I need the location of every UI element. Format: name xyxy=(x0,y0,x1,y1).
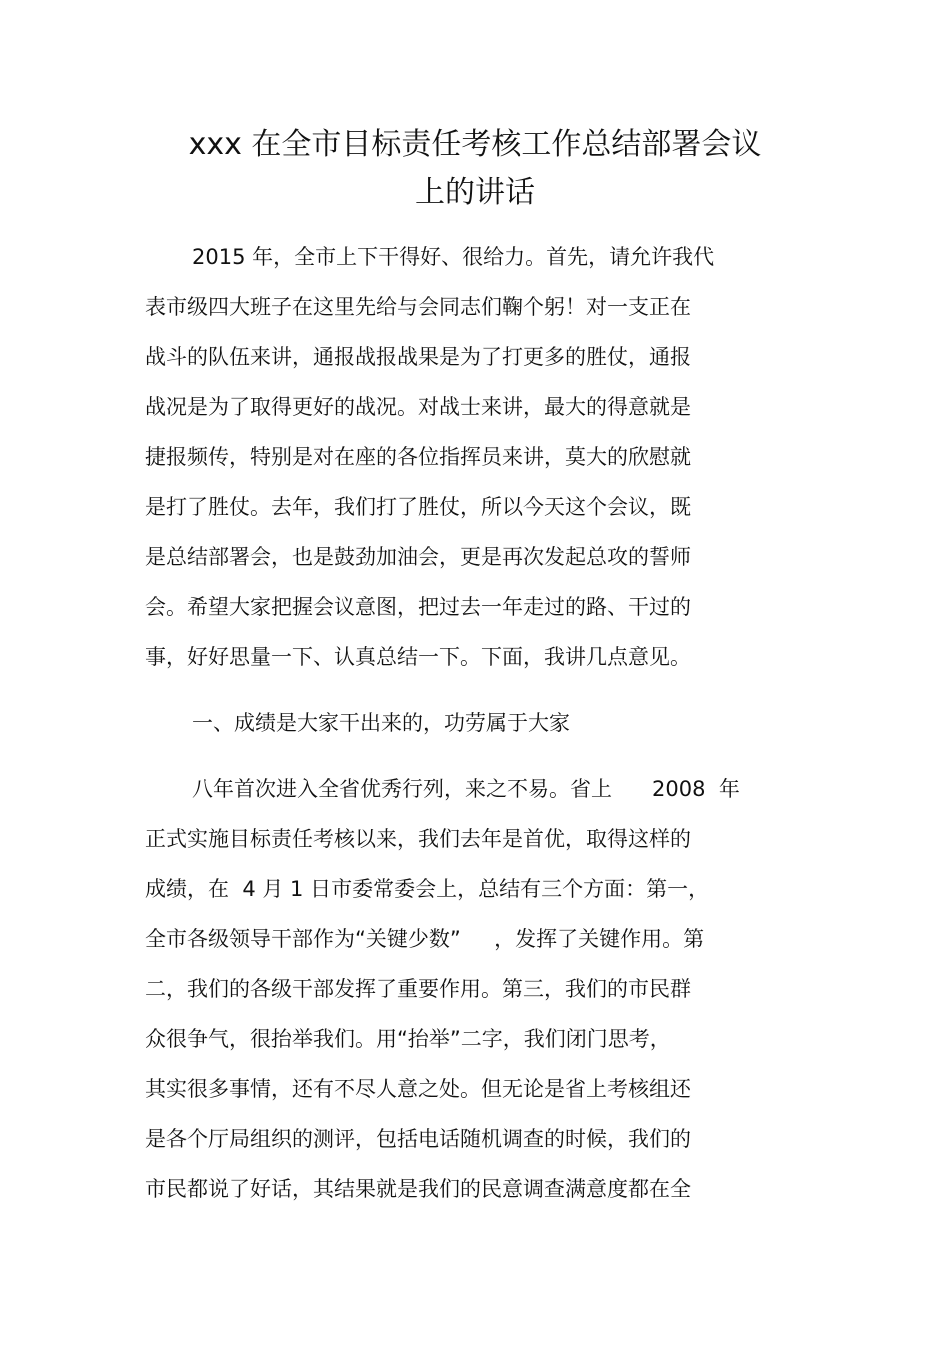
paragraph-2-line-7: 其实很多事情，还有不尽人意之处。但无论是省上考核组还 xyxy=(145,1077,691,1101)
paragraph-1-line-4: 战况是为了取得更好的战况。对战士来讲，最大的得意就是 xyxy=(145,395,691,419)
section-heading-1: 一、成绩是大家干出来的，功劳属于大家 xyxy=(192,711,570,735)
paragraph-1-line-1: 2015 年，全市上下干得好、很给力。首先，请允许我代 xyxy=(192,245,715,269)
paragraph-2-line-9: 市民都说了好话，其结果就是我们的民意调查满意度都在全 xyxy=(145,1177,691,1201)
paragraph-1-line-7: 是总结部署会，也是鼓劲加油会，更是再次发起总攻的誓师 xyxy=(145,545,691,569)
paragraph-2-line-6: 众很争气，很抬举我们。用“抬举”二字，我们闭门思考， xyxy=(145,1027,671,1051)
paragraph-1-line-8: 会。希望大家把握会议意图，把过去一年走过的路、干过的 xyxy=(145,595,691,619)
paragraph-2-line-3: 成绩，在 4 月 1 日市委常委会上，总结有三个方面：第一， xyxy=(145,877,710,901)
paragraph-2-line-2: 正式实施目标责任考核以来，我们去年是首优，取得这样的 xyxy=(145,827,691,851)
document-title-line-1: xxx 在全市目标责任考核工作总结部署会议 xyxy=(188,127,762,162)
paragraph-1-line-5: 捷报频传，特别是对在座的各位指挥员来讲，莫大的欣慰就 xyxy=(145,445,691,469)
paragraph-1-line-6: 是打了胜仗。去年，我们打了胜仗，所以今天这个会议，既 xyxy=(145,495,691,519)
paragraph-1-line-3: 战斗的队伍来讲，通报战报战果是为了打更多的胜仗，通报 xyxy=(145,345,691,369)
paragraph-2-line-4: 全市各级领导干部作为“关键少数” ，发挥了关键作用。第 xyxy=(145,927,705,951)
paragraph-1-line-2: 表市级四大班子在这里先给与会同志们鞠个躬！对一支正在 xyxy=(145,295,691,319)
paragraph-2-line-8: 是各个厅局组织的测评，包括电话随机调查的时候，我们的 xyxy=(145,1127,691,1151)
document-title-line-2: 上的讲话 xyxy=(415,175,535,210)
paragraph-2-line-1: 八年首次进入全省优秀行列，来之不易。省上 2008 年 xyxy=(192,777,740,801)
paragraph-2-line-5: 二，我们的各级干部发挥了重要作用。第三，我们的市民群 xyxy=(145,977,691,1001)
paragraph-1-line-9: 事，好好思量一下、认真总结一下。下面，我讲几点意见。 xyxy=(145,645,691,669)
